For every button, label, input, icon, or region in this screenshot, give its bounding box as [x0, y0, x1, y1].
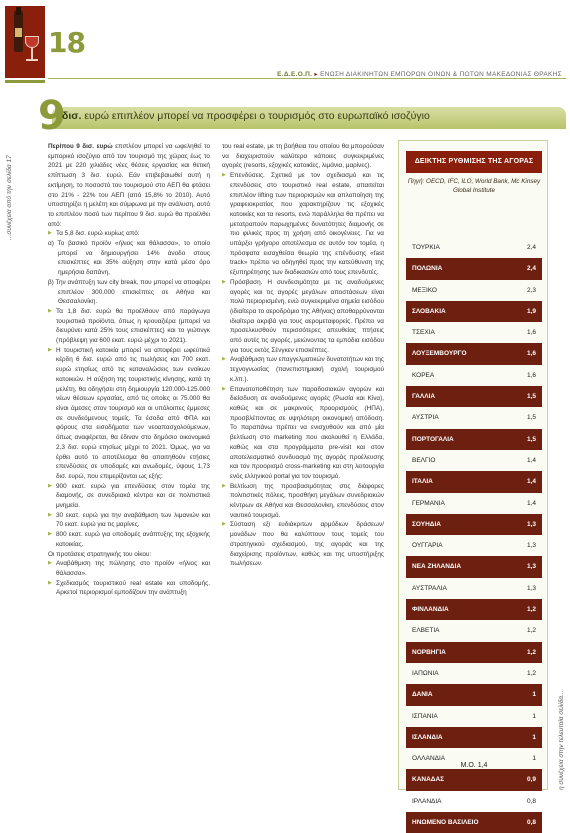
index-value: 1,3	[526, 563, 536, 571]
index-value: 1,9	[526, 307, 536, 315]
country-name: ΤΣΕΧΙΑ	[412, 329, 435, 337]
paragraph	[222, 355, 384, 384]
index-value: 1	[532, 691, 536, 699]
index-value: 1,2	[526, 606, 536, 614]
country-name: ΣΟΥΗΔΙΑ	[412, 520, 441, 528]
paragraph	[222, 482, 384, 521]
paragraph	[48, 229, 210, 239]
country-name: ΛΟΥΞΕΜΒΟΥΡΓΟ	[412, 350, 467, 358]
country-name: ΣΛΟΒΑΚΙΑ	[412, 307, 446, 315]
continued-from-note: ...συνέχεια από την σελίδα 17	[6, 155, 13, 240]
paragraph-text: 30 εκατ. ευρώ για την αναβάθμιση των λιμανιών και 70 εκατ. ευρώ για τις μαρίνες.	[56, 511, 210, 529]
continued-on-note: η συνέχεια στην τελευταία σελίδα...	[558, 690, 565, 790]
index-value: 1,4	[526, 499, 536, 507]
index-value: 1,6	[526, 371, 536, 379]
table-row	[406, 727, 542, 748]
paragraph-text: Οι προτάσεις στρατηγικής του οίκου:	[48, 550, 152, 558]
paragraph-text: του real estate, με τη βοήθεια του οποίου θα μπορούσαν να διαχειριστούν καλύτερα κάποιες συγκεκριμένες αγορές (resorts, εξοχικές κατοικίες, λιμάνια, μαρίνες).	[222, 143, 384, 170]
table-row	[406, 620, 542, 641]
header-accent-bar	[5, 80, 45, 83]
country-name: ΓΑΛΛΙΑ	[412, 393, 436, 401]
index-value: 1,6	[526, 329, 536, 337]
index-value: 1,5	[526, 414, 536, 422]
page-number: 18	[48, 26, 85, 59]
org-acronym: Ε.Δ.Ε.Ο.Π.	[277, 71, 313, 78]
country-name: ΙΡΛΑΝΔΙΑ	[412, 797, 442, 805]
paragraph-text: Πρόσβαση. Η συνδεσιμότητα με τις αναδυόμενες αγορές και τις αγορές μεγάλων αποστάσεων είναι πολύ περιορισμένη, ενώ συγκεκριμένα σημεία εισόδου (ιδιαίτερα το αεροδρόμιο της Αθήνας) αποθαρρύνονται ιδιαίτερα ακριβά για τους αερομεταφορείς. Πρέπει να προσελκυσθούν περισσότερες απευθείας πτήσεις από αυτές τις αγορές, μειώνοντας τα εμπόδια εισόδου για τους εκτός Σένγκεν επισκέπτες.	[230, 278, 384, 354]
country-name: ΚΟΡΕΑ	[412, 371, 435, 379]
index-value: 1,2	[526, 627, 536, 635]
paragraph-text: 800 εκατ. ευρώ για υποδομές ανάπτυξης της εξοχικής κατοικίας.	[56, 531, 210, 548]
table-row	[406, 642, 542, 663]
table-row	[406, 301, 542, 322]
paragraph	[222, 278, 384, 356]
index-value: 1,4	[526, 478, 536, 486]
header-separator: ▸	[314, 71, 318, 78]
table-row	[406, 280, 542, 301]
paragraph	[48, 530, 210, 549]
table-row	[406, 386, 542, 407]
paragraph-text: Σύσταση εξι ευδιάκριτων αρμόδιων δράσεων/μονάδων που θα καλύπτουν τους τομείς του στρατηγικού σχεδιασμού, της αγοράς και της διαχείρισης προϊόντων, καθώς και της υποστήριξης πωλήσεων.	[230, 521, 384, 568]
table-row	[406, 471, 542, 492]
paragraph	[48, 307, 210, 346]
index-value: 1	[532, 712, 536, 720]
country-name: ΑΥΣΤΡΑΛΙΑ	[412, 584, 447, 592]
country-name: ΝΟΡΒΗΓΙΑ	[412, 648, 446, 656]
paragraph-text: επιπλέον μπορεί να ωφεληθεί το εμπορικό ισοζύγιο από τον τουρισμό της χώρας έως το 2021 με 220 χιλιάδες νέες θέσεις εργασίας και θετική επίπτωση 3 δισ. ευρώ. Εάν επιβεβαιωθεί αυτή η εκτίμηση, το ποσοστό του τουρισμού στο ΑΕΠ θα φτάσει στο 21% - 22% του ΑΕΠ (από 15,8% το 2010). Αυτό υποστηρίζει η μελέτη και σύμφωνα με την ανάλυση, αυτό το επιπλέον ποσό των περίπου 9 δισ. ευρώ θα προέλθει από:	[48, 143, 211, 228]
index-value: 1	[532, 755, 536, 763]
country-name: ΒΕΛΓΙΟ	[412, 456, 436, 464]
country-name: ΕΛΒΕΤΙΑ	[412, 627, 440, 635]
panel-source: Πηγή: OECD, IFC, ILO, World Bank, Mc Kinsey Global Institute	[407, 178, 541, 194]
bottle-label-icon	[15, 28, 22, 37]
paragraph-text: 900 εκατ. ευρώ για επενδύσεις στον τομέα της διαμονής, σε συνεδριακά κέντρα και σε πολιτιστικά μνημεία.	[56, 482, 210, 510]
country-name: ΚΑΝΑΔΑΣ	[412, 776, 445, 784]
country-name: ΔΑΝΙΑ	[412, 691, 433, 699]
table-row	[406, 258, 542, 279]
paragraph	[48, 239, 210, 278]
wine-glass-icon	[25, 36, 39, 48]
title-unit: δισ.	[62, 110, 82, 122]
index-value: 2,3	[526, 286, 536, 294]
index-value: 1,3	[526, 520, 536, 528]
index-value: 1	[532, 733, 536, 741]
regulation-table	[406, 237, 542, 833]
index-value: 1,3	[526, 542, 536, 550]
title-number: 9	[38, 93, 66, 139]
table-row	[406, 407, 542, 428]
article-title	[38, 93, 566, 139]
country-name: ΙΑΠΩΝΙΑ	[412, 669, 439, 677]
paragraph-text: α) Το βασικό προϊόν «ήλιος και θάλασσα», το οποίο μπορεί να δημιουργήσει 14% άνοδο στους επισκέπτες και 35% αύξηση στην κατά μέσο όρο ημερήσια δαπάνη,	[48, 240, 210, 277]
index-value: 1,5	[526, 393, 536, 401]
country-name: ΟΛΛΑΝΔΙΑ	[412, 755, 446, 763]
org-full-name: ΕΝΩΣΗ ΔΙΑΚΙΝΗΤΩΝ ΕΜΠΟΡΩΝ ΟΙΝΩΝ & ΠΟΤΩΝ ΜΑΚΕΔΟΝΙΑΣ ΘΡΑΚΗΣ	[320, 71, 562, 78]
table-row	[406, 343, 542, 364]
paragraph	[48, 511, 210, 530]
wine-logo	[5, 6, 45, 78]
table-row	[406, 556, 542, 577]
table-row	[406, 769, 542, 790]
lead-text: Περίπου 9 δισ. ευρώ	[48, 143, 113, 150]
table-row	[406, 322, 542, 343]
country-name: ΑΥΣΤΡΙΑ	[412, 414, 439, 422]
index-value: 1,6	[526, 350, 536, 358]
paragraph	[48, 550, 210, 560]
paragraph	[222, 520, 384, 569]
table-row	[406, 535, 542, 556]
country-name: ΤΟΥΡΚΙΑ	[412, 244, 440, 251]
index-value: 2,4	[526, 265, 536, 273]
table-row	[406, 599, 542, 620]
index-value: 1,4	[526, 456, 536, 464]
table-row	[406, 791, 542, 812]
paragraph	[48, 579, 210, 598]
country-name: ΙΣΛΑΝΔΙΑ	[412, 733, 443, 741]
country-name: ΓΕΡΜΑΝΙΑ	[412, 499, 445, 507]
table-row	[406, 493, 542, 514]
country-name: ΜΕΞΙΚΟ	[412, 286, 437, 294]
index-value: 0,9	[526, 776, 536, 784]
market-regulation-panel	[398, 140, 548, 827]
paragraph-text: Αναβάθμιση της πώλησης στο προϊόν «ήλιος και θάλασσα».	[56, 560, 210, 577]
paragraph-text: Αναβάθμιση των επαγγελματικών δυνατοτήτων και της τεχνογνωσίας (πανεπιστημιακή σχολή τουρισμού κ.λπ.).	[230, 356, 384, 383]
running-header	[277, 70, 562, 78]
paragraph-text: β) Την ανάπτυξη των city break, που μπορεί να αποφέρει επιπλέον 300.000 επισκέπτες σε Αθήνα και Θεσσαλονίκη.	[48, 278, 210, 306]
paragraph-text: Σχεδιασμός τουριστικού real estate και υποδομής. Αρκετοί περιορισμοί εμποδίζουν την ανάπτυξη	[56, 579, 210, 597]
table-row	[406, 237, 542, 258]
paragraph	[48, 278, 210, 307]
paragraph	[222, 171, 384, 278]
index-value: 1,2	[526, 669, 536, 677]
paragraph	[222, 142, 384, 171]
paragraph-text: Βελτίωση της προσβασιμότητας στις διάφορες πολιτιστικές πόλεις, προσθήκη μεγάλων συνεδριακών κέντρων σε Αθήνα και Θεσσαλονίκη, επενδύσεις στον ναυτικό τουρισμό.	[230, 482, 384, 519]
paragraph	[48, 482, 210, 511]
table-row	[406, 684, 542, 705]
country-name: ΗΝΩΜΕΝΟ ΒΑΣΙΛΕΙΟ	[412, 819, 479, 827]
paragraph-text: Επενδύσεις. Σχετικά με τον σχεδιασμό και τις επενδύσεις στο τουριστικό real estate, απαιτείται επιπλέον lifting των περιορισμών και απλοποίηση της γραφειοκρατίας που χαρακτηρίζουν τις εξοχικές κατοικίες και τα resorts, ενώ παράλληλα θα πρέπει να μετατραπούν παρωχημένες δυνατότητες διαμονής σε πιο φιλικές προς τη χρήση από οικογένειες. Για να υπάρξει γρήγορο αποτέλεσμα σε αυτόν τον τομέα, η πρόσφατα εισαχθείσα θεωρία της επένδυσης «fast track» πρέπει να οδηγηθεί προς την κατεύθυνση της εξυπηρέτησης των διαδικασιών από τους επενδυτές.	[230, 172, 384, 277]
paragraph-text: Τα 1,8 δισ. ευρώ θα προέλθουν από παράγωγα τουριστικά προϊόντα, όπως η κρουαζιέρα (μπορεί να διευρύνει κατά 25% τους επισκέπτες) και το γιώτινγκ (πρόβλεψη για 600 εκατ. ευρώ μέχρι το 2021).	[56, 307, 210, 345]
panel-title: ΔΕΙΚΤΗΣ ΡΥΘΜΙΣΗΣ ΤΗΣ ΑΓΟΡΑΣ	[406, 151, 542, 173]
paragraph-text: Επανατοποθέτηση των παραδοσιακών αγορών και διείσδυση σε αναδυόμενες αγορές (Ρωσία και Κίνα), καθώς και σε μακρινούς προορισμούς (ΗΠΑ), προσβλέποντας σε υψηλότερη οικονομική απόδοση. Το παραπάνω πρέπει να ενισχυθούν και από μία βελτίωση στο marketing που ακολουθεί η Ελλάδα, καθώς και στα προγράμματα pre-visit και στον αποτελεσματικό συνδυασμό της αγοράς προέλευσης και τον προορισμό cross-marketing και στη λειτουργία ενός ελληνικού portal για τον τουρισμό.	[230, 385, 384, 480]
table-row	[406, 365, 542, 386]
table-row	[406, 663, 542, 684]
index-value: 1,5	[526, 435, 536, 443]
table-row	[406, 578, 542, 599]
article-column-1	[48, 142, 210, 598]
title-rest: ευρώ επιπλέον μπορεί να προσφέρει ο τουρισμός στο ευρωπαϊκό ισοζύγιο	[84, 110, 430, 122]
paragraph-text: Τα 5,8 δισ. ευρώ κυρίως από:	[56, 230, 140, 238]
country-name: ΠΟΡΤΟΓΑΛΙΑ	[412, 435, 454, 443]
table-row	[406, 450, 542, 471]
country-name: ΙΤΑΛΙΑ	[412, 478, 433, 486]
index-value: 1,3	[526, 584, 536, 592]
table-row	[406, 812, 542, 833]
table-row	[406, 706, 542, 727]
index-value: 1,2	[526, 648, 536, 656]
country-name: ΦΙΝΛΑΝΔΙΑ	[412, 606, 449, 614]
country-name: ΝΕΑ ΖΗΛΑΝΔΙΑ	[412, 563, 462, 571]
paragraph-text: Η τουριστική κατοικία μπορεί να αποφέρει ωφεύτικά κέρδη 6 δισ. ευρώ από τις πωλήσεις και 700 εκατ. ευρώ ετησίως από τις καταναλώσεις των ενοίκων κατοικιών. Η αύξηση της τουριστικής κίνησης, κατά τη μελέτη, θα οδηγήσει στη δημιουργία 120.000-125.000 νέων θέσεων εργασίας, από τις οποίες οι 75.000 θα είναι άμεσες στον τουρισμό και οι υπόλοιπες έμμεσες σε συνδεόμενους τομείς. Τα έσοδα από ΦΠΑ και φόρους στα εισοδήματα των νεοαπασχολούμενων, όπως αναφέρεται, θα έδιναν στο δημόσιο οικονομικά 2,3 δισ. ευρώ ετησίως μέχρι το 2021. Όμως, για να έρθει αυτό το αποτέλεσμα θα απαιτηθούν ετήσιες επενδύσεις σε υποδομές και ανωδομές, ύψους 1,73 δισ. ευρώ, που επιμερίζονται ως εξής:	[56, 346, 210, 480]
panel-average: Μ.Ο. 1,4	[460, 762, 488, 769]
paragraph	[48, 559, 210, 578]
country-name: ΠΟΛΩΝΙΑ	[412, 265, 443, 273]
table-row	[406, 514, 542, 535]
table-row	[406, 429, 542, 450]
country-name: ΟΥΓΓΑΡΙΑ	[412, 542, 443, 550]
country-name: ΙΣΠΑΝΙΑ	[412, 712, 438, 720]
paragraph	[222, 385, 384, 482]
paragraph	[48, 142, 210, 229]
paragraph	[48, 346, 210, 482]
title-text	[62, 110, 430, 122]
header-rule	[48, 78, 566, 79]
index-value: 0,8	[526, 797, 536, 805]
index-value: 2,4	[526, 244, 536, 251]
article-column-2	[222, 142, 384, 569]
index-value: 0,8	[526, 819, 536, 827]
